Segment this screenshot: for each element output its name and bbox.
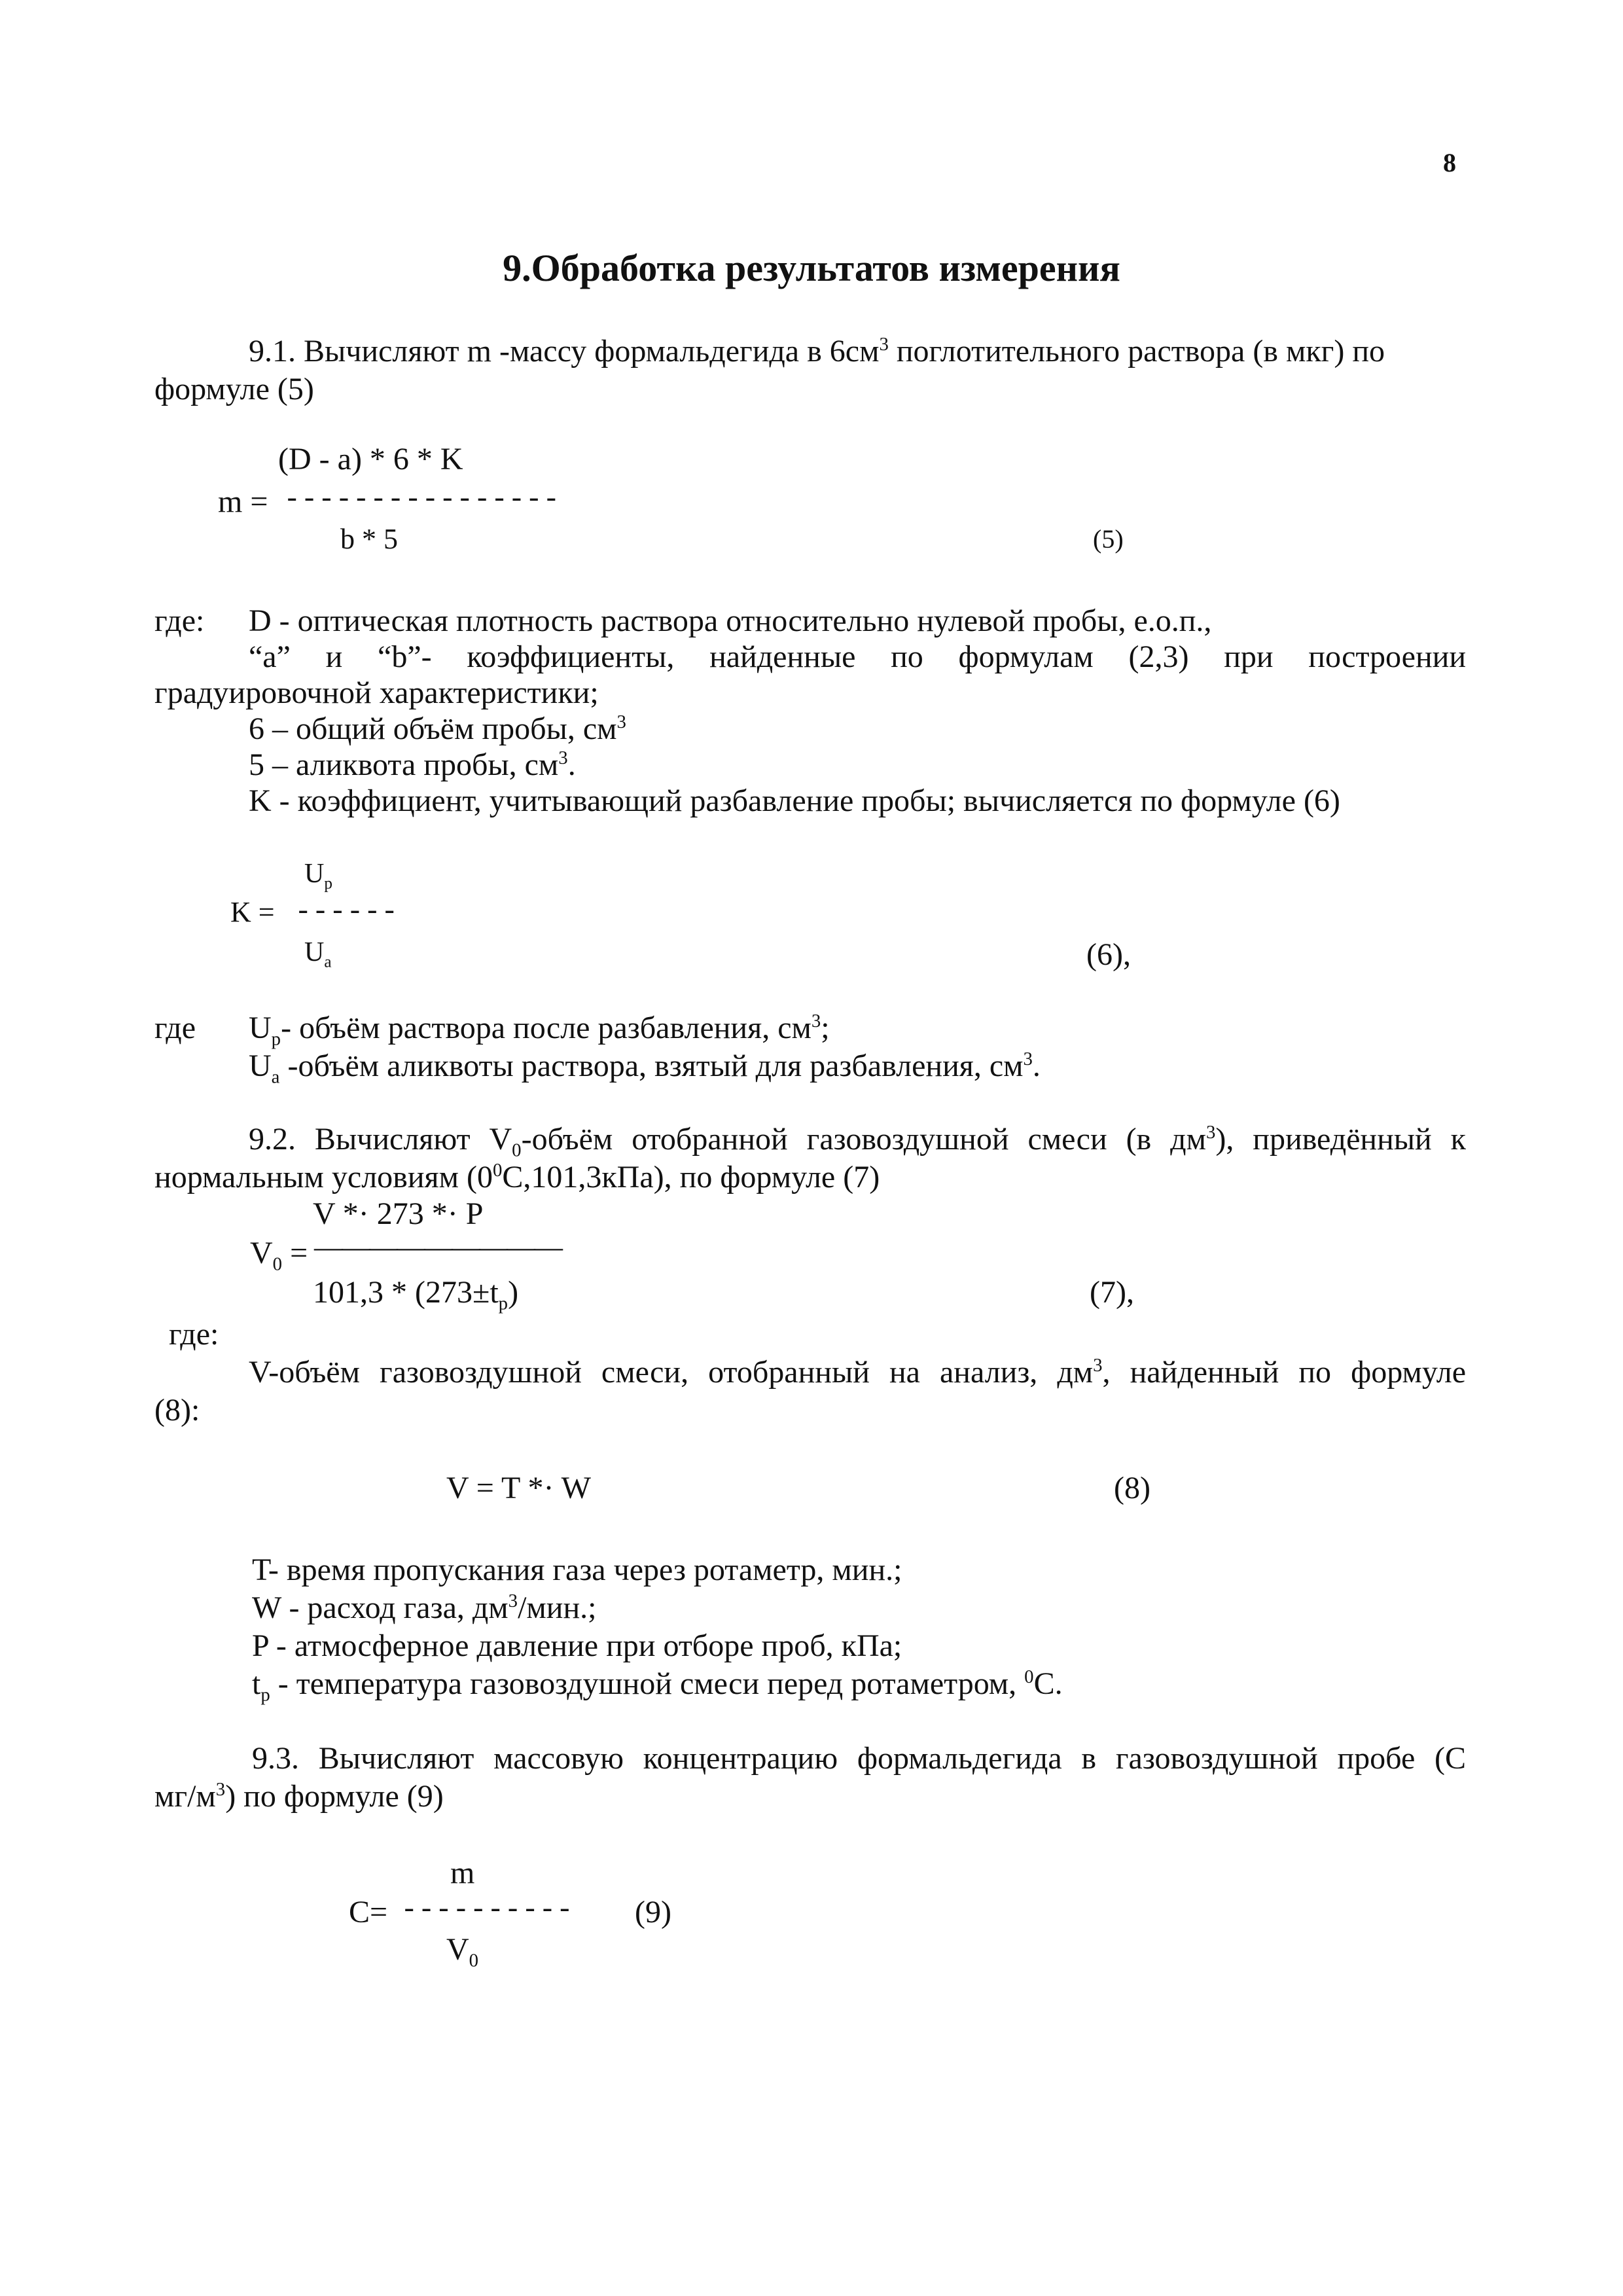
def-V-line2: (8): bbox=[154, 1393, 200, 1427]
def-K: K - коэффициент, учитывающий разбавление пробы; вычисляется по формуле (6) bbox=[249, 783, 1340, 818]
formula-6-denominator: $U_a$ bbox=[304, 937, 332, 971]
formula-6-bar: ------ bbox=[294, 896, 399, 929]
where-label-2: где bbox=[154, 1011, 196, 1045]
formula-5-lhs: m = bbox=[218, 484, 268, 519]
formula-5-numerator: (D - a) * 6 * K bbox=[278, 442, 463, 476]
formula-8-number: (8) bbox=[1114, 1471, 1150, 1505]
formula-7-lhs: $V_0$ = bbox=[250, 1236, 308, 1275]
section-9-3-line2: $мг/м^3$) по формуле (9) bbox=[154, 1779, 444, 1814]
formula-8-expression: V = T *· W bbox=[446, 1471, 591, 1505]
formula-6-numerator: $U_p$ bbox=[304, 859, 332, 893]
formula-5-denominator: b * 5 bbox=[340, 523, 398, 555]
formula-6-number: (6), bbox=[1086, 937, 1131, 972]
section-9-1-intro-line1: 9.1. Вычисляют m -массу формальдегида в $6см^3$ поглотительного раствора (в мкг) по bbox=[249, 334, 1385, 368]
formula-7-denominator: $101,3 * (273\pm t_p)$ bbox=[313, 1275, 519, 1314]
formula-7-number: (7), bbox=[1090, 1275, 1134, 1310]
def-T: T- время пропускания газа через ротаметр, мин.; bbox=[252, 1552, 902, 1587]
def-W: W - расход газа, $дм^3$/мин.; bbox=[252, 1590, 597, 1625]
section-9-1-intro-line2: формуле (5) bbox=[154, 372, 314, 406]
formula-9-denominator: $V_0$ bbox=[446, 1932, 479, 1971]
formula-9-numerator: m bbox=[450, 1856, 475, 1890]
def-t: $t_p$ - температура газовоздушной смеси перед ротаметром, $^0$C. bbox=[252, 1666, 1063, 1706]
section-title: 9.Обработка результатов измерения bbox=[503, 247, 1120, 289]
section-9-3-line1: 9.3. Вычисляют массовую концентрацию формальдегида в газовоздушной пробе (C bbox=[252, 1741, 1466, 1776]
def-ab-line2: градуировочной характеристики; bbox=[154, 675, 599, 710]
formula-9-lhs: C= bbox=[349, 1895, 388, 1929]
def-Up: $U_p-$ объём раствора после разбавления, $см^3$; bbox=[249, 1011, 830, 1050]
formula-7-numerator: V *· 273 *· P bbox=[313, 1196, 484, 1231]
formula-9-bar: ---------- bbox=[401, 1894, 574, 1927]
where-label-3: где: bbox=[169, 1317, 219, 1352]
def-total-volume: 6 – общий объём пробы, $см^3$ bbox=[249, 711, 626, 746]
where-label-1: где: bbox=[154, 603, 205, 638]
def-Ua: $U_a$ -объём аликвоты раствора, взятый для разбавления, $см^3$. bbox=[249, 1049, 1041, 1088]
def-ab-line1: “a” и “b”- коэффициенты, найденные по формулам (2,3) при построении bbox=[249, 639, 1466, 674]
formula-5-bar: ---------------- bbox=[283, 484, 560, 516]
def-aliquot: 5 – аликвота пробы, $см^3$. bbox=[249, 747, 576, 782]
def-D: D - оптическая плотность раствора относительно нулевой пробы, е.о.п., bbox=[249, 603, 1212, 638]
formula-6-lhs: K = bbox=[230, 896, 275, 928]
formula-5-number: (5) bbox=[1093, 524, 1124, 554]
formula-7-bar: ————————— bbox=[314, 1231, 562, 1263]
section-9-2-line1: 9.2. Вычисляют $V_0$-объём отобранной газовоздушной смеси (в $дм^3$), приведённый к bbox=[249, 1122, 1467, 1161]
formula-9-number: (9) bbox=[635, 1895, 671, 1929]
section-9-2-line2: нормальным условиям $(0^0C,101,3кПа)$, по формуле (7) bbox=[154, 1160, 880, 1194]
def-V-line1: V-объём газовоздушной смеси, отобранный на анализ, $дм^3$, найденный по формуле bbox=[249, 1355, 1466, 1390]
def-P: P - атмосферное давление при отборе проб, кПа; bbox=[252, 1628, 902, 1663]
page-number: 8 bbox=[1443, 148, 1456, 177]
